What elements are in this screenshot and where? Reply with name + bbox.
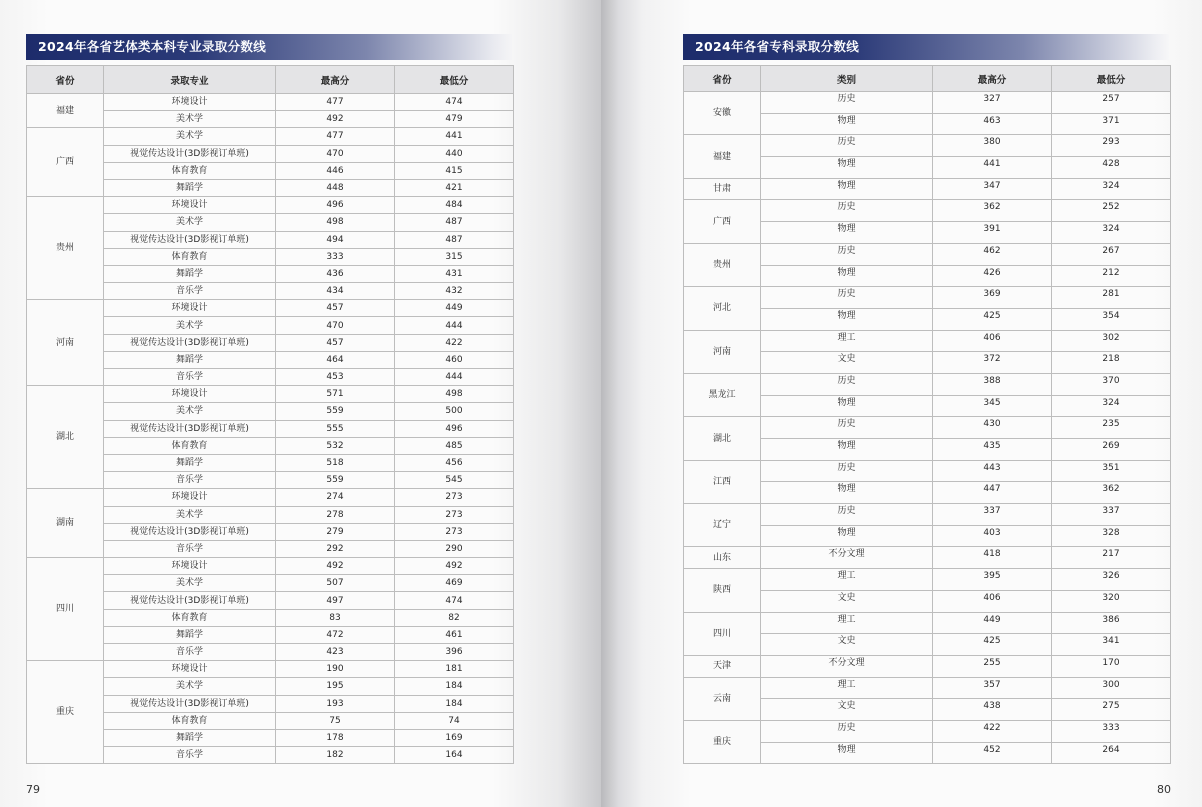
max-score-cell: 457 — [276, 334, 395, 351]
max-score-cell: 470 — [276, 145, 395, 162]
min-score-cell: 217 — [1052, 547, 1171, 569]
category-cell: 历史 — [761, 200, 933, 222]
min-score-cell: 396 — [395, 644, 514, 661]
province-cell: 重庆 — [684, 720, 761, 763]
min-score-cell: 545 — [395, 472, 514, 489]
category-cell: 理工 — [761, 677, 933, 699]
major-cell: 美术学 — [104, 317, 276, 334]
min-score-cell: 235 — [1052, 417, 1171, 439]
table-row — [684, 460, 1171, 482]
major-cell: 环境设计 — [104, 197, 276, 214]
max-score-cell: 190 — [276, 661, 395, 678]
max-score-cell: 403 — [933, 525, 1052, 547]
province-cell: 辽宁 — [684, 504, 761, 547]
table-row — [684, 569, 1171, 591]
max-score-cell: 434 — [276, 283, 395, 300]
major-cell: 环境设计 — [104, 489, 276, 506]
category-cell: 理工 — [761, 612, 933, 634]
max-score-cell: 347 — [933, 178, 1052, 200]
min-score-cell: 324 — [1052, 178, 1171, 200]
min-score-cell: 324 — [1052, 222, 1171, 244]
table-row — [684, 200, 1171, 222]
min-score-cell: 333 — [1052, 720, 1171, 742]
max-score-cell: 507 — [276, 575, 395, 592]
min-score-cell: 337 — [1052, 504, 1171, 526]
min-score-cell: 302 — [1052, 330, 1171, 352]
major-cell: 音乐学 — [104, 747, 276, 764]
max-score-cell: 438 — [933, 699, 1052, 721]
table-row — [27, 489, 514, 506]
min-score-cell: 485 — [395, 437, 514, 454]
table-row — [684, 135, 1171, 157]
table-row — [27, 386, 514, 403]
max-score-cell: 477 — [276, 128, 395, 145]
max-score-cell: 555 — [276, 420, 395, 437]
min-score-cell: 474 — [395, 94, 514, 111]
table-row — [684, 373, 1171, 395]
major-cell: 环境设计 — [104, 558, 276, 575]
province-cell: 湖南 — [27, 489, 104, 558]
category-cell: 物理 — [761, 308, 933, 330]
category-cell: 历史 — [761, 417, 933, 439]
min-score-cell: 293 — [1052, 135, 1171, 157]
max-score-cell: 345 — [933, 395, 1052, 417]
max-score-cell: 496 — [276, 197, 395, 214]
max-score-cell: 425 — [933, 308, 1052, 330]
category-cell: 历史 — [761, 243, 933, 265]
max-score-cell: 447 — [933, 482, 1052, 504]
category-cell: 历史 — [761, 720, 933, 742]
major-cell: 视觉传达设计(3D影视订单班) — [104, 231, 276, 248]
max-score-cell: 532 — [276, 437, 395, 454]
min-score-cell: 326 — [1052, 569, 1171, 591]
category-cell: 文史 — [761, 590, 933, 612]
min-score-cell: 461 — [395, 626, 514, 643]
min-score-cell: 290 — [395, 540, 514, 557]
min-score-cell: 324 — [1052, 395, 1171, 417]
min-score-cell: 212 — [1052, 265, 1171, 287]
min-score-cell: 449 — [395, 300, 514, 317]
table-row — [27, 558, 514, 575]
major-cell: 美术学 — [104, 678, 276, 695]
province-cell: 四川 — [27, 558, 104, 661]
max-score-cell: 457 — [276, 300, 395, 317]
min-score-cell: 184 — [395, 695, 514, 712]
min-score-cell: 456 — [395, 454, 514, 471]
table-row — [684, 330, 1171, 352]
province-cell: 天津 — [684, 655, 761, 677]
category-cell: 理工 — [761, 330, 933, 352]
major-cell: 体育教育 — [104, 437, 276, 454]
table-row — [684, 287, 1171, 309]
max-score-cell: 292 — [276, 540, 395, 557]
min-score-cell: 328 — [1052, 525, 1171, 547]
page-number-right: 80 — [1157, 783, 1171, 796]
min-score-cell: 484 — [395, 197, 514, 214]
min-score-cell: 474 — [395, 592, 514, 609]
province-cell: 福建 — [27, 94, 104, 128]
max-score-cell: 498 — [276, 214, 395, 231]
max-score-cell: 477 — [276, 94, 395, 111]
province-cell: 安徽 — [684, 92, 761, 135]
max-score-cell: 449 — [933, 612, 1052, 634]
major-cell: 视觉传达设计(3D影视订单班) — [104, 334, 276, 351]
max-score-cell: 452 — [933, 742, 1052, 764]
major-cell: 舞蹈学 — [104, 626, 276, 643]
min-score-cell: 264 — [1052, 742, 1171, 764]
max-score-cell: 470 — [276, 317, 395, 334]
major-cell: 美术学 — [104, 214, 276, 231]
min-score-cell: 460 — [395, 351, 514, 368]
max-score-cell: 423 — [276, 644, 395, 661]
category-cell: 物理 — [761, 178, 933, 200]
min-score-cell: 257 — [1052, 92, 1171, 114]
max-score-cell: 372 — [933, 352, 1052, 374]
table-row — [684, 677, 1171, 699]
table-row — [684, 178, 1171, 200]
province-cell: 陕西 — [684, 569, 761, 612]
max-score-cell: 462 — [933, 243, 1052, 265]
max-score-cell: 369 — [933, 287, 1052, 309]
max-score-cell: 518 — [276, 454, 395, 471]
table-row — [27, 197, 514, 214]
max-score-cell: 406 — [933, 330, 1052, 352]
col-header-min-score: 最低分 — [395, 66, 514, 94]
table-row — [684, 243, 1171, 265]
category-cell: 物理 — [761, 222, 933, 244]
max-score-cell: 274 — [276, 489, 395, 506]
category-cell: 物理 — [761, 439, 933, 461]
min-score-cell: 170 — [1052, 655, 1171, 677]
category-cell: 历史 — [761, 460, 933, 482]
max-score-cell: 435 — [933, 439, 1052, 461]
table-row — [684, 92, 1171, 114]
province-cell: 河南 — [684, 330, 761, 373]
max-score-cell: 453 — [276, 369, 395, 386]
min-score-cell: 252 — [1052, 200, 1171, 222]
province-cell: 贵州 — [27, 197, 104, 300]
min-score-cell: 354 — [1052, 308, 1171, 330]
max-score-cell: 333 — [276, 248, 395, 265]
min-score-cell: 487 — [395, 214, 514, 231]
major-cell: 美术学 — [104, 111, 276, 128]
province-cell: 云南 — [684, 677, 761, 720]
min-score-cell: 341 — [1052, 634, 1171, 656]
undergrad-art-score-table — [26, 65, 514, 764]
major-cell: 环境设计 — [104, 94, 276, 111]
max-score-cell: 391 — [933, 222, 1052, 244]
major-cell: 音乐学 — [104, 283, 276, 300]
max-score-cell: 75 — [276, 712, 395, 729]
min-score-cell: 169 — [395, 729, 514, 746]
min-score-cell: 281 — [1052, 287, 1171, 309]
category-cell: 物理 — [761, 395, 933, 417]
min-score-cell: 386 — [1052, 612, 1171, 634]
col-header-category: 类别 — [761, 66, 933, 92]
min-score-cell: 370 — [1052, 373, 1171, 395]
min-score-cell: 273 — [395, 523, 514, 540]
max-score-cell: 426 — [933, 265, 1052, 287]
min-score-cell: 487 — [395, 231, 514, 248]
table-row — [27, 128, 514, 145]
category-cell: 历史 — [761, 373, 933, 395]
category-cell: 历史 — [761, 287, 933, 309]
major-cell: 环境设计 — [104, 386, 276, 403]
major-cell: 环境设计 — [104, 300, 276, 317]
min-score-cell: 275 — [1052, 699, 1171, 721]
max-score-cell: 571 — [276, 386, 395, 403]
major-cell: 舞蹈学 — [104, 265, 276, 282]
col-header-major: 录取专业 — [104, 66, 276, 94]
max-score-cell: 357 — [933, 677, 1052, 699]
max-score-cell: 422 — [933, 720, 1052, 742]
category-cell: 物理 — [761, 265, 933, 287]
province-cell: 江西 — [684, 460, 761, 503]
left-page-title: 2024年各省艺体类本科专业录取分数线 — [26, 34, 512, 60]
table-row — [27, 661, 514, 678]
min-score-cell: 273 — [395, 489, 514, 506]
max-score-cell: 418 — [933, 547, 1052, 569]
table-row — [27, 300, 514, 317]
category-cell: 不分文理 — [761, 655, 933, 677]
max-score-cell: 559 — [276, 472, 395, 489]
col-header-province: 省份 — [684, 66, 761, 92]
min-score-cell: 441 — [395, 128, 514, 145]
min-score-cell: 267 — [1052, 243, 1171, 265]
max-score-cell: 436 — [276, 265, 395, 282]
major-cell: 体育教育 — [104, 162, 276, 179]
major-cell: 视觉传达设计(3D影视订单班) — [104, 523, 276, 540]
max-score-cell: 380 — [933, 135, 1052, 157]
category-cell: 不分文理 — [761, 547, 933, 569]
major-cell: 体育教育 — [104, 712, 276, 729]
major-cell: 舞蹈学 — [104, 351, 276, 368]
max-score-cell: 443 — [933, 460, 1052, 482]
table-row — [684, 720, 1171, 742]
min-score-cell: 500 — [395, 403, 514, 420]
max-score-cell: 362 — [933, 200, 1052, 222]
category-cell: 理工 — [761, 569, 933, 591]
max-score-cell: 182 — [276, 747, 395, 764]
col-header-min-score: 最低分 — [1052, 66, 1171, 92]
table-row — [684, 504, 1171, 526]
category-cell: 物理 — [761, 482, 933, 504]
max-score-cell: 497 — [276, 592, 395, 609]
province-cell: 河北 — [684, 287, 761, 330]
table-row — [684, 612, 1171, 634]
table-row — [684, 547, 1171, 569]
major-cell: 舞蹈学 — [104, 179, 276, 196]
category-cell: 文史 — [761, 634, 933, 656]
major-cell: 美术学 — [104, 506, 276, 523]
max-score-cell: 464 — [276, 351, 395, 368]
col-header-max-score: 最高分 — [276, 66, 395, 94]
table-header-row — [684, 66, 1171, 92]
table-row — [27, 94, 514, 111]
province-cell: 重庆 — [27, 661, 104, 764]
min-score-cell: 498 — [395, 386, 514, 403]
min-score-cell: 469 — [395, 575, 514, 592]
max-score-cell: 178 — [276, 729, 395, 746]
right-page-title: 2024年各省专科录取分数线 — [683, 34, 1169, 60]
min-score-cell: 440 — [395, 145, 514, 162]
min-score-cell: 74 — [395, 712, 514, 729]
category-cell: 物理 — [761, 525, 933, 547]
major-cell: 视觉传达设计(3D影视订单班) — [104, 145, 276, 162]
min-score-cell: 181 — [395, 661, 514, 678]
min-score-cell: 273 — [395, 506, 514, 523]
province-cell: 黑龙江 — [684, 373, 761, 416]
min-score-cell: 300 — [1052, 677, 1171, 699]
min-score-cell: 428 — [1052, 157, 1171, 179]
col-header-province: 省份 — [27, 66, 104, 94]
province-cell: 湖北 — [684, 417, 761, 460]
min-score-cell: 164 — [395, 747, 514, 764]
major-cell: 环境设计 — [104, 661, 276, 678]
major-cell: 音乐学 — [104, 369, 276, 386]
province-cell: 河南 — [27, 300, 104, 386]
max-score-cell: 327 — [933, 92, 1052, 114]
table-row — [684, 655, 1171, 677]
max-score-cell: 193 — [276, 695, 395, 712]
min-score-cell: 269 — [1052, 439, 1171, 461]
category-cell: 历史 — [761, 92, 933, 114]
max-score-cell: 463 — [933, 113, 1052, 135]
max-score-cell: 472 — [276, 626, 395, 643]
major-cell: 美术学 — [104, 575, 276, 592]
category-cell: 历史 — [761, 135, 933, 157]
major-cell: 美术学 — [104, 128, 276, 145]
category-cell: 文史 — [761, 699, 933, 721]
major-cell: 视觉传达设计(3D影视订单班) — [104, 695, 276, 712]
max-score-cell: 337 — [933, 504, 1052, 526]
max-score-cell: 559 — [276, 403, 395, 420]
min-score-cell: 496 — [395, 420, 514, 437]
max-score-cell: 441 — [933, 157, 1052, 179]
max-score-cell: 494 — [276, 231, 395, 248]
category-cell: 文史 — [761, 352, 933, 374]
max-score-cell: 430 — [933, 417, 1052, 439]
min-score-cell: 351 — [1052, 460, 1171, 482]
col-header-max-score: 最高分 — [933, 66, 1052, 92]
max-score-cell: 195 — [276, 678, 395, 695]
min-score-cell: 218 — [1052, 352, 1171, 374]
junior-college-score-table — [683, 65, 1171, 764]
max-score-cell: 492 — [276, 111, 395, 128]
major-cell: 音乐学 — [104, 472, 276, 489]
max-score-cell: 492 — [276, 558, 395, 575]
max-score-cell: 448 — [276, 179, 395, 196]
min-score-cell: 444 — [395, 369, 514, 386]
province-cell: 广西 — [27, 128, 104, 197]
min-score-cell: 415 — [395, 162, 514, 179]
page-number-left: 79 — [26, 783, 40, 796]
province-cell: 广西 — [684, 200, 761, 243]
min-score-cell: 431 — [395, 265, 514, 282]
major-cell: 体育教育 — [104, 609, 276, 626]
min-score-cell: 371 — [1052, 113, 1171, 135]
category-cell: 物理 — [761, 742, 933, 764]
max-score-cell: 446 — [276, 162, 395, 179]
major-cell: 舞蹈学 — [104, 729, 276, 746]
min-score-cell: 432 — [395, 283, 514, 300]
max-score-cell: 279 — [276, 523, 395, 540]
province-cell: 四川 — [684, 612, 761, 655]
min-score-cell: 362 — [1052, 482, 1171, 504]
category-cell: 物理 — [761, 157, 933, 179]
min-score-cell: 421 — [395, 179, 514, 196]
max-score-cell: 255 — [933, 655, 1052, 677]
category-cell: 历史 — [761, 504, 933, 526]
max-score-cell: 278 — [276, 506, 395, 523]
max-score-cell: 395 — [933, 569, 1052, 591]
min-score-cell: 479 — [395, 111, 514, 128]
major-cell: 体育教育 — [104, 248, 276, 265]
province-cell: 福建 — [684, 135, 761, 178]
major-cell: 音乐学 — [104, 644, 276, 661]
max-score-cell: 425 — [933, 634, 1052, 656]
min-score-cell: 82 — [395, 609, 514, 626]
min-score-cell: 492 — [395, 558, 514, 575]
major-cell: 音乐学 — [104, 540, 276, 557]
max-score-cell: 388 — [933, 373, 1052, 395]
table-header-row — [27, 66, 514, 94]
min-score-cell: 320 — [1052, 590, 1171, 612]
major-cell: 视觉传达设计(3D影视订单班) — [104, 420, 276, 437]
province-cell: 甘肃 — [684, 178, 761, 200]
province-cell: 湖北 — [27, 386, 104, 489]
major-cell: 美术学 — [104, 403, 276, 420]
min-score-cell: 422 — [395, 334, 514, 351]
min-score-cell: 444 — [395, 317, 514, 334]
min-score-cell: 184 — [395, 678, 514, 695]
max-score-cell: 83 — [276, 609, 395, 626]
min-score-cell: 315 — [395, 248, 514, 265]
max-score-cell: 406 — [933, 590, 1052, 612]
category-cell: 物理 — [761, 113, 933, 135]
province-cell: 贵州 — [684, 243, 761, 286]
table-row — [684, 417, 1171, 439]
province-cell: 山东 — [684, 547, 761, 569]
major-cell: 视觉传达设计(3D影视订单班) — [104, 592, 276, 609]
major-cell: 舞蹈学 — [104, 454, 276, 471]
